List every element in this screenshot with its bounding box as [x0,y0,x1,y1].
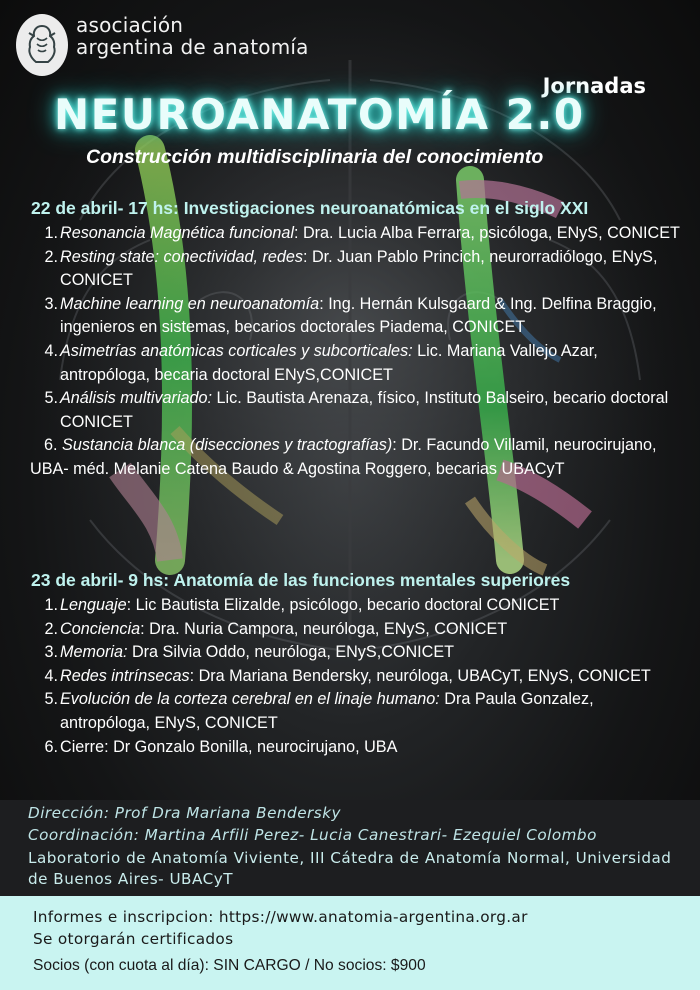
info-footer [0,896,700,990]
talk-speakers: Ing. Hernán Kulsgaard & Ing. Delfina Braggio, ingenieros en sistemas, becarios doctorales Piadema, CONICET [60,294,657,337]
day2-talk-list [30,594,680,759]
talk-item [30,688,680,735]
registration-info [33,908,528,926]
talk-item [30,618,680,642]
talk-topic: Redes intrínsecas [60,666,190,685]
talk-number: 4. [44,341,58,360]
talk-number: 2. [44,247,58,266]
talk-speakers: Dra. Lucia Alba Ferrara, psicóloga, ENyS, CONICET [302,224,680,242]
talk-number: 1. [44,596,58,614]
talk-speakers: Dra Silvia Oddo, neuróloga, ENyS,CONICET [131,643,455,662]
talk-speakers: Dra Paula Gonzalez, antropóloga, ENyS, CONICET [60,690,594,732]
talk-speakers: Dra Mariana Bendersky, neuróloga, UBACyT, ENyS, CONICET [198,666,651,685]
talk-item [30,641,680,665]
lab-line-2: de Buenos Aires- UBACyT [28,870,233,888]
talk-topic: Resting state: conectividad, redes [60,247,303,266]
day1-talk-list [30,222,680,482]
talk-number: 3. [44,294,58,313]
talk-speakers: Cierre: Dr Gonzalo Bonilla, neurocirujano, UBA [60,737,398,756]
registration-text: Informes e inscripcion: https://www.anatomia-argentina.org.ar [33,908,528,926]
association-name [76,14,309,58]
talk-separator: : [126,596,136,614]
talk-speakers: Dra. Nuria Campora, neuróloga, ENyS, CONICET [149,619,508,638]
talk-topic: Análisis multivariado: [60,389,213,408]
association-name-line2: argentina de anatomía [76,35,309,59]
talk-item [30,387,680,434]
talk-number: 1. [44,224,58,242]
talk-number: 2. [44,619,58,638]
talk-separator: : [392,436,402,455]
day2-heading: 23 de abril- 9 hs: Anatomía de las funciones mentales superiores [31,570,571,590]
talk-item [30,293,680,340]
talk-separator: : [140,619,150,638]
talk-number: 3. [44,643,58,662]
talk-item [30,594,680,618]
talk-item [30,246,680,293]
talk-speakers: Lic. Mariana Vallejo Azar, antropóloga, becaria doctoral ENyS,CONICET [60,341,598,384]
event-kicker: Jornadas [542,74,646,98]
talk-topic: Asimetrías anatómicas corticales y subcorticales: [60,341,413,360]
talk-topic: Sustancia blanca (disecciones y tractografías) [62,436,393,455]
anatomy-torso-logo-icon [23,22,61,68]
direction-line: Dirección: Prof Dra Mariana Bendersky [28,804,341,822]
talk-number: 5. [44,389,58,408]
talk-topic: Memoria: [60,643,128,662]
talk-speakers: Dr. Facundo Villamil, neurocirujano, UBA- méd. Melanie Catena Baudo & Agostina Roggero, becarias UBACyT [30,436,657,478]
talk-separator: : [189,666,199,685]
talk-number: 6. [44,436,58,455]
talk-separator: : [293,224,303,242]
talk-topic: Machine learning en neuroanatomía [60,294,320,313]
day1-heading: 22 de abril- 17 hs: Investigaciones neuroanatómicas en el siglo XXI [31,198,589,218]
talk-speakers: Lic Bautista Elizalde, psicólogo, becario doctoral CONICET [135,596,560,614]
direction-panel [0,800,700,896]
talk-item [30,665,680,689]
talk-number: 6. [44,737,58,756]
lab-line: Laboratorio de Anatomía Viviente, III Cátedra de Anatomía Normal, Universidad [28,849,672,867]
talk-speakers: Dr. Juan Pablo Princich, neurorradiólogo, ENyS, CONICET [60,247,658,290]
talk-topic: Evolución de la corteza cerebral en el linaje humano: [60,690,440,709]
talk-number: 5. [44,690,58,709]
talk-number: 4. [44,666,58,685]
association-name-line1: asociación [76,13,184,37]
talk-topic: Resonancia Magnética funcional [60,224,294,242]
talk-item [30,434,680,481]
event-subtitle: Construcción multidisciplinaria del conocimiento [86,146,544,168]
association-logo [16,14,68,76]
talk-topic: Conciencia [60,619,141,638]
talk-item [30,736,680,760]
price-line: Socios (con cuota al día): SIN CARGO / No socios: $900 [33,957,426,974]
coordination-line: Coordinación: Martina Arfili Perez- Lucia Canestrari- Ezequiel Colombo [28,826,597,844]
certificates-note: Se otorgarán certificados [33,930,234,948]
talk-item [30,340,680,387]
event-title: NEUROANATOMÍA 2.0 [54,90,585,139]
talk-speakers: Lic. Bautista Arenaza, físico, Instituto Balseiro, becario doctoral CONICET [60,389,669,431]
talk-topic: Lenguaje [60,596,127,614]
talk-separator: : [319,294,329,313]
talk-item [30,222,680,246]
talk-separator: : [302,247,312,266]
